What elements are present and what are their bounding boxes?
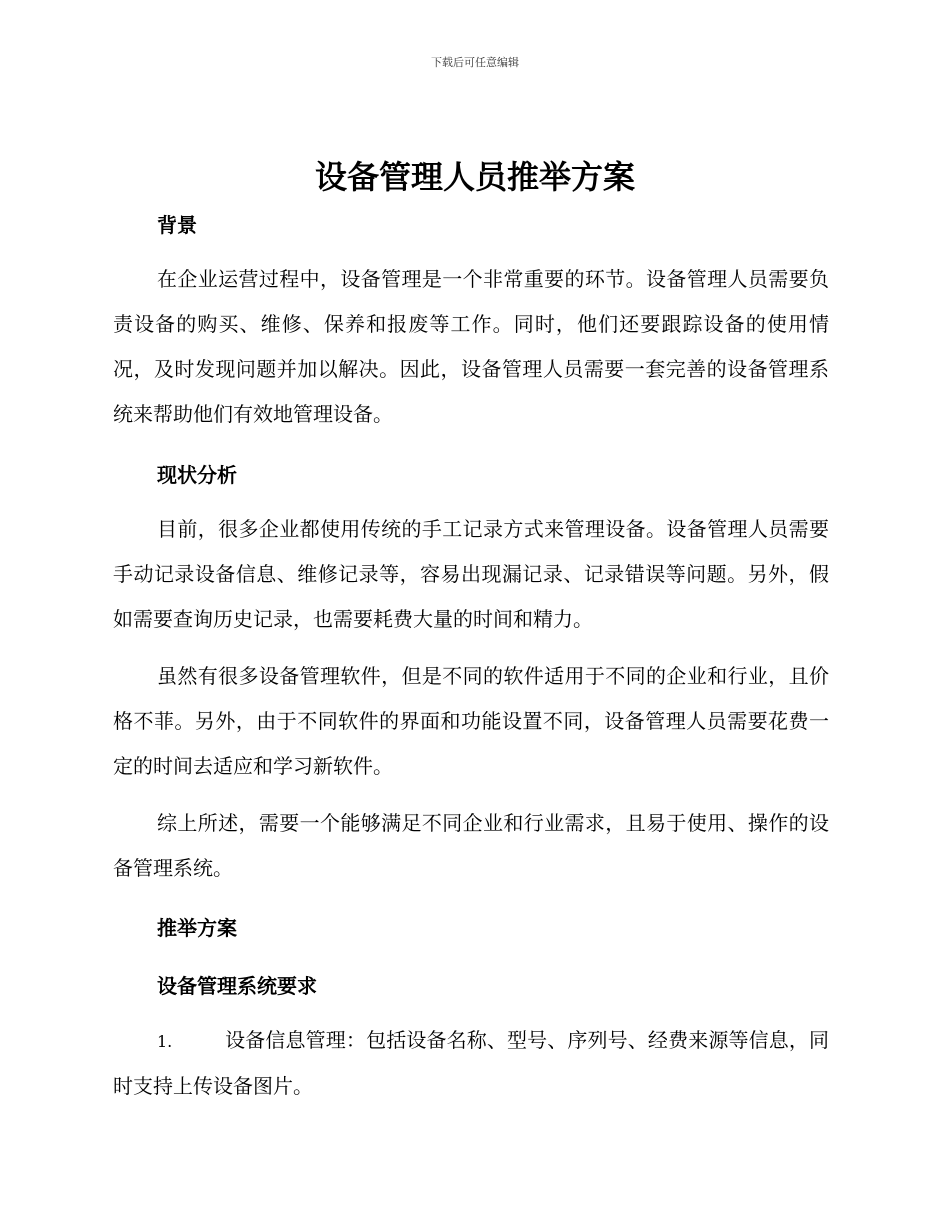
section-heading-background: 背景 [157, 213, 197, 237]
section-heading-status: 现状分析 [157, 463, 237, 487]
document-title: 设备管理人员推举方案 [314, 158, 635, 196]
paragraph-status-2: 虽然有很多设备管理软件，但是不同的软件适用于不同的企业和行业，且价格不菲。另外，由于不同软件的界面和功能设置不同，设备管理人员需要花费一定的时间去适应和学习新软件。 [113, 664, 829, 778]
list-item-number: 1. [157, 1032, 173, 1051]
list-item [113, 1018, 829, 1109]
list-item-text: 设备信息管理：包括设备名称、型号、序列号、经费来源等信息，同时支持上传设备图片。 [113, 1028, 829, 1098]
paragraph-background-1: 在企业运营过程中，设备管理是一个非常重要的环节。设备管理人员需要负责设备的购买、维修、保养和报废等工作。同时，他们还要跟踪设备的使用情况，及时发现问题并加以解决。因此，设备管理人员需要一套完善的设备管理系统来帮助他们有效地管理设备。 [113, 267, 829, 426]
section-heading-proposal: 推举方案 [157, 916, 237, 940]
subsection-heading-requirements: 设备管理系统要求 [157, 974, 317, 998]
header-note: 下载后可任意编辑 [431, 56, 519, 69]
paragraph-status-3: 综上所述，需要一个能够满足不同企业和行业需求，且易于使用、操作的设备管理系统。 [113, 811, 829, 880]
paragraph-status-1: 目前，很多企业都使用传统的手工记录方式来管理设备。设备管理人员需要手动记录设备信息、维修记录等，容易出现漏记录、记录错误等问题。另外，假如需要查询历史记录，也需要耗费大量的时间和精力。 [113, 517, 829, 631]
